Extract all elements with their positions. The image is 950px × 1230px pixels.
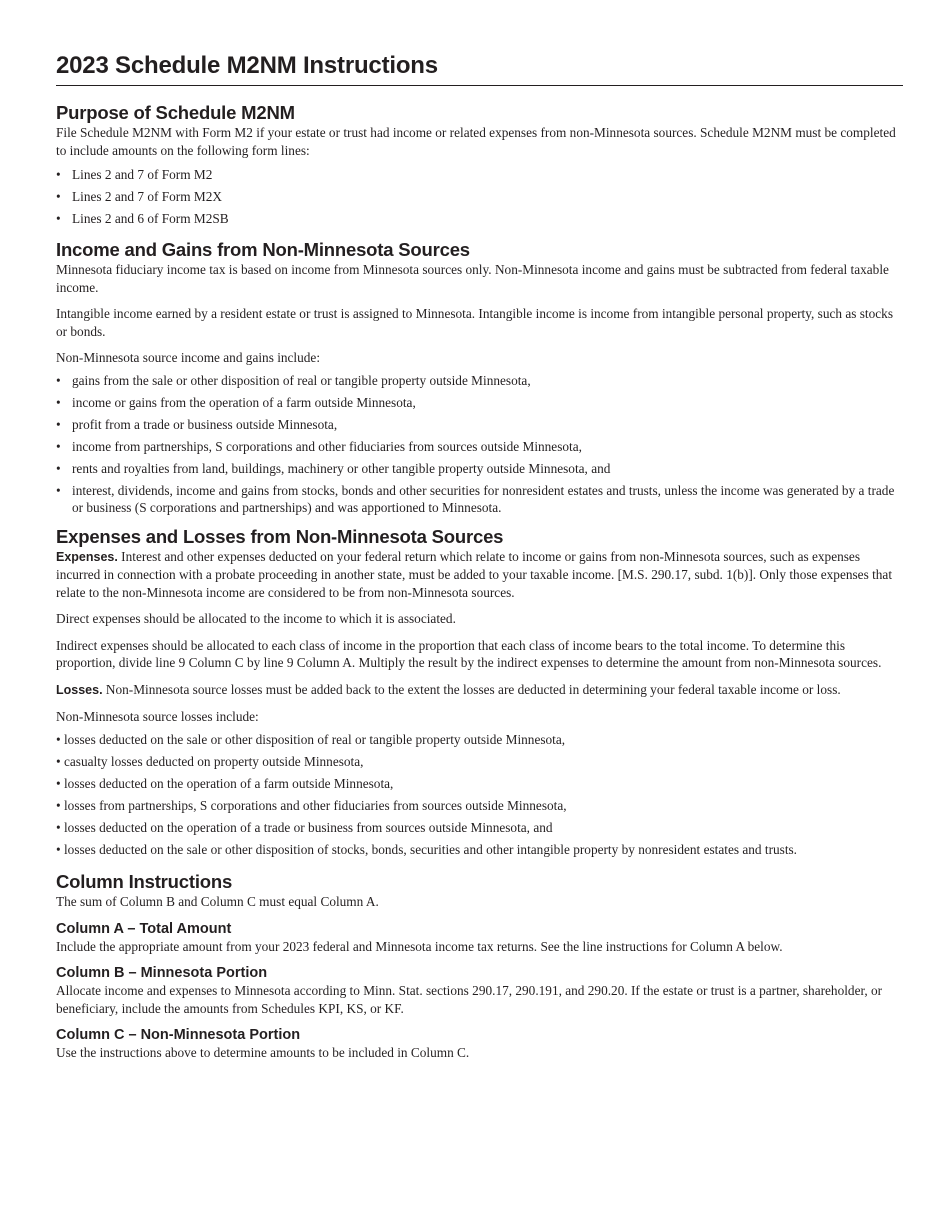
list-item: • losses from partnerships, S corporations and other fiduciaries from sources outside Minnesota,	[56, 797, 567, 813]
list-item: • profit from a trade or business outside Minnesota,	[56, 416, 903, 434]
income-list-intro: Non-Minnesota source income and gains include:	[56, 350, 321, 365]
list-item: • losses deducted on the operation of a farm outside Minnesota,	[56, 775, 394, 791]
income-heading: Income and Gains from Non-Minnesota Sources	[56, 239, 470, 260]
column-a-text: Include the appropriate amount from your 2023 federal and Minnesota income tax returns. See the line instructions for Column A below.	[56, 938, 783, 954]
expenses-lead: Expenses.	[56, 549, 118, 564]
expenses-heading: Expenses and Losses from Non-Minnesota Sources	[56, 525, 504, 547]
column-c-heading: Column C – Non-Minnesota Portion	[56, 1027, 301, 1043]
list-item: • interest, dividends, income and gains from stocks, bonds and other securities for nonresident estates and trusts, unless the income was generated by a trade or business (S corporations and partnerships) and was apportioned to Minnesota.	[56, 482, 903, 517]
income-section	[56, 239, 903, 517]
document-title: 2023 Schedule M2NM Instructions	[56, 50, 903, 86]
document-page	[56, 50, 903, 1062]
column-b-heading: Column B – Minnesota Portion	[56, 965, 268, 981]
list-item: • gains from the sale or other disposition of real or tangible property outside Minnesota,	[56, 372, 903, 390]
list-item: • rents and royalties from land, buildings, machinery or other tangible property outside Minnesota, and	[56, 460, 903, 478]
losses-list	[56, 731, 903, 859]
expenses-paragraph	[56, 548, 903, 602]
list-item: • income or gains from the operation of a farm outside Minnesota,	[56, 394, 903, 412]
list-item: • Lines 2 and 6 of Form M2SB	[56, 208, 903, 230]
column-b-text: Allocate income and expenses to Minnesota according to Minn. Stat. sections 290.17, 290.191, and 290.20. If the estate or trust is a partner, shareholder, or beneficiary, include the amounts from Schedules KPI, KS, or KF.	[56, 983, 883, 1016]
losses-lead: Losses.	[56, 682, 103, 697]
list-item: • Lines 2 and 7 of Form M2X	[56, 186, 903, 208]
list-item: • losses deducted on the operation of a trade or business from sources outside Minnesota, and	[56, 819, 553, 835]
column-instructions-intro: The sum of Column B and Column C must equal Column A.	[56, 894, 379, 909]
expenses-section	[56, 526, 903, 859]
expenses-text: Interest and other expenses deducted on your federal return which relate to income or gains from non-Minnesota sources, such as expenses incurred in connection with a probate proceeding in another state, must be added to your taxable income. [M.S. 290.17, subd. 1(b)]. Only those expenses that relate to the non-Minnesota income are considered to be from non-Minnesota sources.	[56, 548, 893, 600]
list-item: • income from partnerships, S corporations and other fiduciaries from sources outside Minnesota,	[56, 438, 903, 456]
losses-list-intro: Non-Minnesota source losses include:	[56, 709, 259, 724]
column-c-text: Use the instructions above to determine amounts to be included in Column C.	[56, 1045, 470, 1060]
indirect-expenses-paragraph: Indirect expenses should be allocated to each class of income in the proportion that each class of income bears to the total income. To determine this proportion, divide line 9 Column C by line 9 Column A. Multiply the result by the indirect expenses to determine the amount from non-Minnesota sources.	[56, 637, 882, 670]
income-list	[56, 372, 903, 517]
purpose-paragraph: File Schedule M2NM with Form M2 if your estate or trust had income or related expenses from non-Minnesota sources. Schedule M2NM must be completed to include amounts on the following form lines:	[56, 125, 896, 158]
list-item: • losses deducted on the sale or other disposition of real or tangible property outside Minnesota,	[56, 731, 566, 747]
losses-text: Non-Minnesota source losses must be added back to the extent the losses are deducted in determining your federal taxable income or loss.	[102, 681, 841, 697]
purpose-section	[56, 102, 903, 230]
column-instructions-heading: Column Instructions	[56, 871, 233, 892]
list-item: • casualty losses deducted on property outside Minnesota,	[56, 753, 364, 769]
column-a-heading: Column A – Total Amount	[56, 920, 232, 937]
list-item: • losses deducted on the sale or other disposition of stocks, bonds, securities and other intangible property by nonresident estates and trusts.	[56, 841, 798, 857]
purpose-heading: Purpose of Schedule M2NM	[56, 102, 295, 123]
list-item: • Lines 2 and 7 of Form M2	[56, 164, 903, 186]
column-instructions-section	[56, 871, 903, 1062]
purpose-list	[56, 164, 903, 230]
losses-paragraph	[56, 681, 903, 700]
direct-expenses-paragraph: Direct expenses should be allocated to the income to which it is associated.	[56, 611, 456, 626]
intangible-paragraph: Intangible income earned by a resident estate or trust is assigned to Minnesota. Intangible income is income from intangible personal property, such as stocks or bonds.	[56, 306, 893, 339]
income-paragraph: Minnesota fiduciary income tax is based on income from Minnesota sources only. Non-Minnesota income and gains must be subtracted from federal taxable income.	[56, 262, 889, 295]
